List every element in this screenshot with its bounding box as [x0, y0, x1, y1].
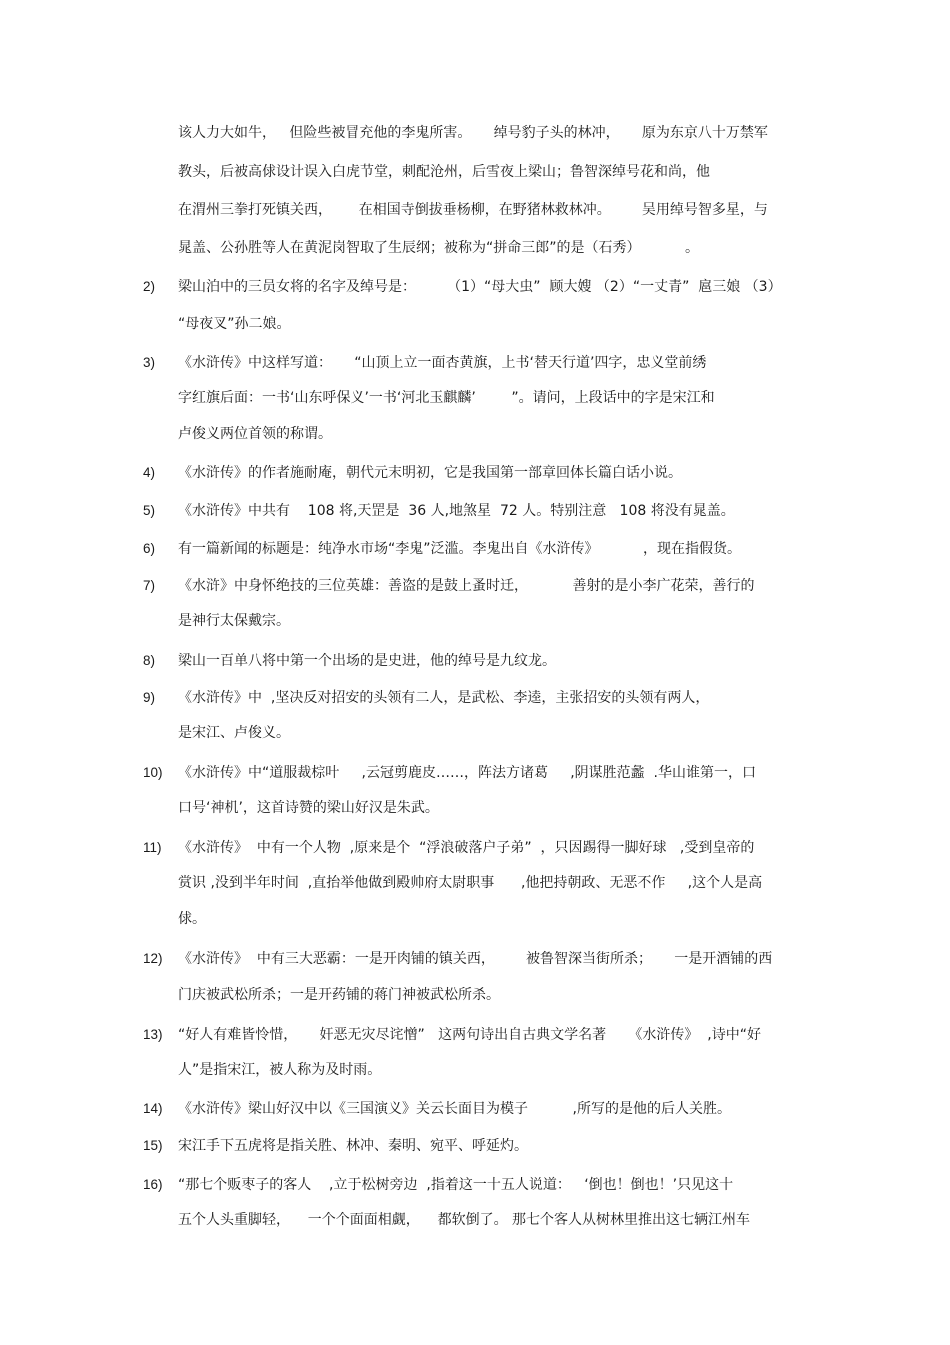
- question-line: [0, 909, 950, 929]
- question-number: 3): [143, 355, 156, 370]
- question-line: [0, 424, 950, 444]
- question-number: 6): [143, 541, 156, 556]
- question-number: 11): [143, 840, 162, 855]
- intro-line: [0, 238, 950, 258]
- question-number: 8): [143, 653, 156, 668]
- question-number: 13): [143, 1027, 163, 1042]
- line-text: 教头，后被高俅设计误入白虎节堂，刺配沧州，后雪夜上梁山；鲁智深绰号花和尚，他: [178, 164, 710, 180]
- line-text: 宋江手下五虎将是指关胜、林冲、秦明、宛平、呼延灼。: [178, 1138, 528, 1154]
- line-text: 《水浒传》梁山好汉中以《三国演义》关云长面目为模子 ,所写的是他的后人关胜。: [178, 1101, 731, 1117]
- line-text: 是神行太保戴宗。: [178, 613, 290, 629]
- intro-line: [0, 123, 950, 143]
- intro-line: [0, 162, 950, 182]
- line-text: “母夜叉”孙二娘。: [178, 316, 291, 332]
- line-text: 《水浒传》 中有一个人物 ,原来是个 “浮浪破落户子弟” ，只因踢得一脚好球 ,受到皇帝的: [178, 840, 755, 856]
- question-line: [0, 1175, 950, 1195]
- line-text: 《水浒传》的作者施耐庵，朝代元末明初，它是我国第一部章回体长篇白话小说。: [178, 465, 682, 481]
- question-line: [0, 949, 950, 969]
- line-text: 俅。: [178, 911, 206, 927]
- line-text: 《水浒传》中共有 108 将,天罡是 36 人,地煞星 72 人。特别注意 108 将没有晁盖。: [178, 503, 735, 519]
- line-text: 有一篇新闻的标题是：纯净水市场“李鬼”泛滥。李鬼出自《水浒传》 ，现在指假货。: [178, 541, 742, 557]
- line-text: 赏识 ,没到半年时间 ,直抬举他做到殿帅府太尉职事 ,他把持朝政、无恶不作 ,这个人是高: [178, 875, 763, 891]
- question-line: [0, 353, 950, 373]
- question-line: [0, 501, 950, 521]
- question-number: 5): [143, 503, 156, 518]
- question-number: 4): [143, 465, 156, 480]
- question-number: 12): [143, 951, 163, 966]
- question-number: 7): [143, 578, 156, 593]
- line-text: 是宋江、卢俊义。: [178, 725, 290, 741]
- line-text: 在渭州三拳打死镇关西， 在相国寺倒拔垂杨柳，在野猪林救林冲。 吴用绰号智多星，与: [178, 202, 768, 218]
- line-text: 字红旗后面：一书‘山东呼保义’一书‘河北玉麒麟’ ”。请问，上段话中的字是宋江和: [178, 390, 715, 406]
- line-text: 《水浒》中身怀绝技的三位英雄：善盗的是鼓上蚤时迁， 善射的是小李广花荣，善行的: [178, 578, 755, 594]
- line-text: “那七个贩枣子的客人 ,立于松树旁边 ,指着这一十五人说道： ‘倒也！倒也！’只见这十: [178, 1177, 734, 1193]
- question-number: 15): [143, 1138, 163, 1153]
- line-text: 梁山一百单八将中第一个出场的是史进，他的绰号是九纹龙。: [178, 653, 556, 669]
- line-text: 卢俊义两位首领的称谓。: [178, 426, 332, 442]
- line-text: 晁盖、公孙胜等人在黄泥岗智取了生辰纲；被称为“拼命三郎”的是（石秀） 。: [178, 240, 700, 256]
- line-text: 《水浒传》中 ,坚决反对招安的头领有二人，是武松、李逵，主张招安的头领有两人，: [178, 690, 710, 706]
- line-text: 口号‘神机’，这首诗赞的梁山好汉是朱武。: [178, 800, 439, 816]
- line-text: 五个人头重脚轻， 一个个面面相觑， 都软倒了。 那七个客人从树林里推出这七辆江州车: [178, 1212, 751, 1228]
- question-line: [0, 1099, 950, 1119]
- question-line: [0, 763, 950, 783]
- question-line: [0, 688, 950, 708]
- question-number: 2): [143, 279, 156, 294]
- question-line: [0, 388, 950, 408]
- question-line: [0, 1210, 950, 1230]
- line-text: 《水浒传》中“道服裁棕叶 ,云冠剪鹿皮……，阵法方诸葛 ,阴谋胜范蠡 .华山谁第一，口: [178, 765, 757, 781]
- question-line: [0, 539, 950, 559]
- line-text: “好人有难皆怜惜， 奸恶无灾尽诧憎” 这两句诗出自古典文学名著 《水浒传》 ,诗中“好: [178, 1027, 761, 1043]
- question-line: [0, 723, 950, 743]
- question-line: [0, 1060, 950, 1080]
- question-line: [0, 463, 950, 483]
- question-line: [0, 873, 950, 893]
- question-line: [0, 1136, 950, 1156]
- question-number: 9): [143, 690, 156, 705]
- question-number: 16): [143, 1177, 163, 1192]
- question-line: [0, 798, 950, 818]
- question-line: [0, 838, 950, 858]
- line-text: 《水浒传》中这样写道： “山顶上立一面杏黄旗，上书‘替天行道’四字，忠义堂前绣: [178, 355, 707, 371]
- question-line: [0, 314, 950, 334]
- question-line: [0, 576, 950, 596]
- question-line: [0, 651, 950, 671]
- intro-line: [0, 200, 950, 220]
- line-text: 梁山泊中的三员女将的名字及绰号是： （1）“母大虫” 顾大嫂 （2）“一丈青” 扈三娘 （3）: [178, 279, 782, 295]
- question-line: [0, 611, 950, 631]
- line-text: 门庆被武松所杀；一是开药铺的蒋门神被武松所杀。: [178, 987, 500, 1003]
- question-line: [0, 985, 950, 1005]
- question-number: 10): [143, 765, 163, 780]
- line-text: 该人力大如牛， 但险些被冒充他的李鬼所害。 绰号豹子头的林冲， 原为东京八十万禁军: [178, 125, 768, 141]
- line-text: 《水浒传》 中有三大恶霸：一是开肉铺的镇关西， 被鲁智深当街所杀； 一是开酒铺的西: [178, 951, 773, 967]
- line-text: 人”是指宋江，被人称为及时雨。: [178, 1062, 382, 1078]
- question-number: 14): [143, 1101, 163, 1116]
- question-line: [0, 1025, 950, 1045]
- question-line: [0, 277, 950, 297]
